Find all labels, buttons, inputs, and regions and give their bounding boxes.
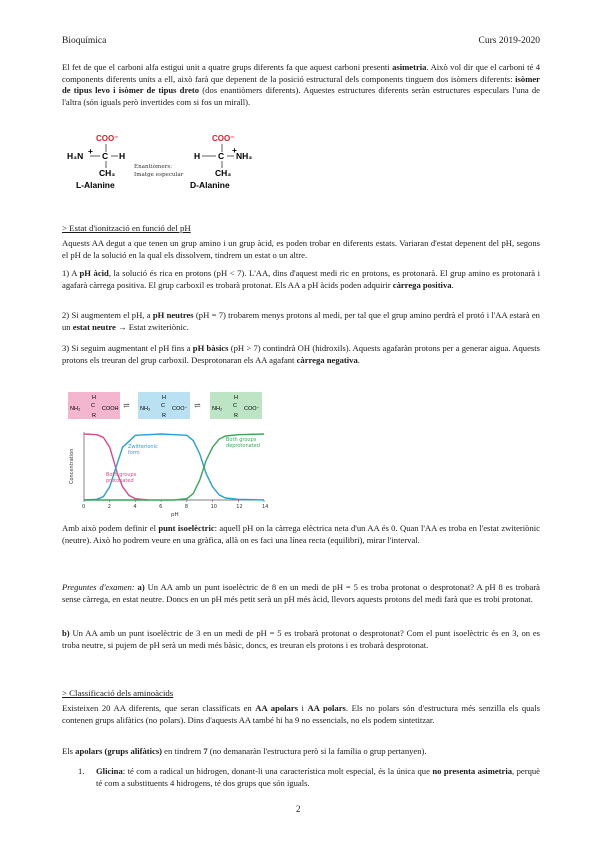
protonated-label-2: protonated (106, 478, 134, 484)
ph-titration-figure (62, 388, 272, 520)
y-axis-label: Concentration (69, 448, 75, 484)
ph-intro-paragraph: Aquests AA degut a que tenen un grup amino i un grup àcid, es poden trobar en diferents estats. Variaran d'estat depenent del pH, segons el pH de la solució en la qual els dissolvem, tindrem un estat o un altre. (62, 238, 540, 260)
l-ch3: CH₃ (99, 168, 116, 178)
classification-paragraph: Existeixen 20 AA diferents, que seran classificats en AA apolars i AA polars. Els no polars són d'estructura més senzilla els quals contenen grups alifàtics (no polars). Dins d'aquests AA també hi ha 9 no essencials, no els podem sintetitzar. (62, 703, 540, 725)
zwitterion-label-1: Zwitterionic (128, 444, 158, 450)
section-title-classification: > Classificació dels aminoàcids (62, 688, 174, 698)
enantiomers-label: Enantiòmers: (134, 164, 173, 170)
x-tick-label: 0 (82, 504, 86, 510)
box1-h: H (92, 395, 96, 401)
box3-coo: COO⁻ (244, 406, 260, 412)
l-plus: + (88, 146, 93, 156)
deprotonated-label-1: Both groups (226, 437, 257, 443)
d-ch3: CH₃ (215, 168, 232, 178)
x-tick-label: 4 (133, 504, 137, 510)
concentration-chart (62, 388, 272, 520)
page-number: 2 (296, 804, 301, 814)
x-tick-label: 14 (262, 504, 269, 510)
box3-c: C (233, 403, 237, 409)
d-h: H (194, 151, 201, 161)
list-number-1: 1. (78, 766, 85, 776)
box2-c: C (161, 403, 165, 409)
protonated-label-1: Both groups (106, 472, 137, 478)
d-coo: COO⁻ (212, 134, 235, 143)
x-tick-label: 2 (107, 504, 111, 510)
basic-ph-paragraph: 3) Si seguim augmentant el pH fins a pH bàsics (pH > 7) contindrà OH (hidroxils). Aquests agafaràn protons per a generar aigua. Aquests protons els treuran del grup carboxil. Desprotonaran els AA agafant càrrega negativa. (62, 343, 540, 365)
section-title-ionization: > Estat d'ionització en funció del pH (62, 223, 191, 233)
box2-h: H (162, 395, 166, 401)
l-coo: COO⁻ (96, 134, 119, 143)
x-tick-label: 8 (184, 504, 189, 510)
list-item-glycine: Glicina: té com a radical un hidrogen, donant-li una característica molt especial, és la única que no presenta asimetria, perquè té com a substituents 4 hidrogens, té dos grups que són iguals. (96, 766, 540, 788)
d-plus: + (232, 145, 237, 155)
d-alanine-label: D-Alanine (190, 180, 230, 190)
box2-coo: COO⁻ (172, 406, 188, 412)
x-tick-label: 12 (236, 504, 243, 510)
exam-question-a: Preguntes d'examen: a) Un AA amb un punt isoelèctric de 8 en un medi de pH = 5 es troba protonat o desprotonat? A pH 8 es trobarà sense càrrega, en estat neutre. Doncs en un pH més petit serà un pH més àcid, llevors aquests protons del medi farà que es trobi protonat. (62, 582, 540, 604)
l-alanine-label: L-Alanine (76, 180, 115, 190)
x-tick-label: 6 (159, 504, 163, 510)
box1-cooh: COOH (102, 406, 119, 412)
box3-nh2: NH₂ (212, 406, 223, 412)
box3-h: H (234, 395, 238, 401)
exam-question-b: b) Un AA amb un punt isoelèctric de 3 en un medi de pH = 5 es trobarà protonat o desprotonat? Com el punt isoelèctric és en 3, on es troba neutre, si pujem de pH serà un medi més bàsic, doncs, es treuran els protons i es trobarà desprotonat. (62, 628, 540, 650)
x-tick-label: 10 (210, 504, 217, 510)
isoelectric-paragraph: Amb això podem definir el punt isoelèctric: aquell pH on la càrrega elèctrica neta d'un AA és 0. Quan l'AA es troba en l'estat zwiteriònic (neutre). Això ho podrem veure en una gràfica, allà on es faci una línea recta (equilibri), mirar l'interval. (62, 523, 540, 545)
l-nh3: H₃N (67, 151, 84, 161)
box1-nh3: NH₃ (70, 406, 81, 412)
box2-r: R (162, 413, 166, 419)
box1-r: R (92, 413, 96, 419)
l-c: C (102, 151, 109, 161)
deprotonated-label-2: deprotonated (226, 443, 260, 449)
apolar-paragraph: Els apolars (grups alifàtics) en tindrem 7 (no demanaràn l'estructura però si la família o grup pertanyen). (62, 746, 427, 756)
d-c: C (218, 151, 225, 161)
alanine-enantiomers-figure (62, 132, 302, 194)
header-course: Curs 2019-2020 (478, 36, 540, 46)
d-nh3: NH₃ (236, 151, 253, 161)
box2-nh3: NH₃ (140, 406, 151, 412)
box1-c: C (91, 403, 95, 409)
box3-r: R (234, 413, 238, 419)
x-axis-label: pH (171, 512, 179, 518)
l-h: H (119, 151, 126, 161)
equilibrium-arrow-2-icon: ⇌ (194, 401, 201, 410)
mirror-image-label: Imatge especular (134, 172, 184, 178)
neutral-ph-paragraph: 2) Si augmentem el pH, a pH neutres (pH = 7) trobarem menys protons al medi, per tal que el grup amino perdrà el protó i l'AA estarà en un estat neutre → Estat zwiteriònic. (62, 310, 540, 332)
alanine-diagram (62, 132, 302, 194)
acid-ph-paragraph: 1) A pH àcid, la solució és rica en protons (pH < 7). L'AA, dins d'aquest medi ric en protons, es protonarà. El grup amino es protonarà i agafarà càrrega positiva. El grup carboxil es trobarà protonat. Els AA a pH àcids poden adquirir càrrega positiva. (62, 268, 541, 290)
zwitterion-label-2: form (128, 450, 140, 456)
equilibrium-arrow-1-icon: ⇌ (123, 401, 130, 410)
intro-paragraph: El fet de que el carboni alfa estigui unit a quatre grups diferents fa que aquest carboni presenti asimetria. Això vol dir que el carboni té 4 components diferents units a ell, això farà que depenent de la posició estructural dels components tinguem dos isòmers diferents: isòmer de tipus levo i isòmer de tipus dreto (dos enantiòmers diferents). Aquestes estructures diferents seràn estructures especulars l'una de l'altra (són iguals però invertides com si fos un mirall). (62, 62, 540, 107)
header-subject: Bioquímica (62, 36, 107, 46)
